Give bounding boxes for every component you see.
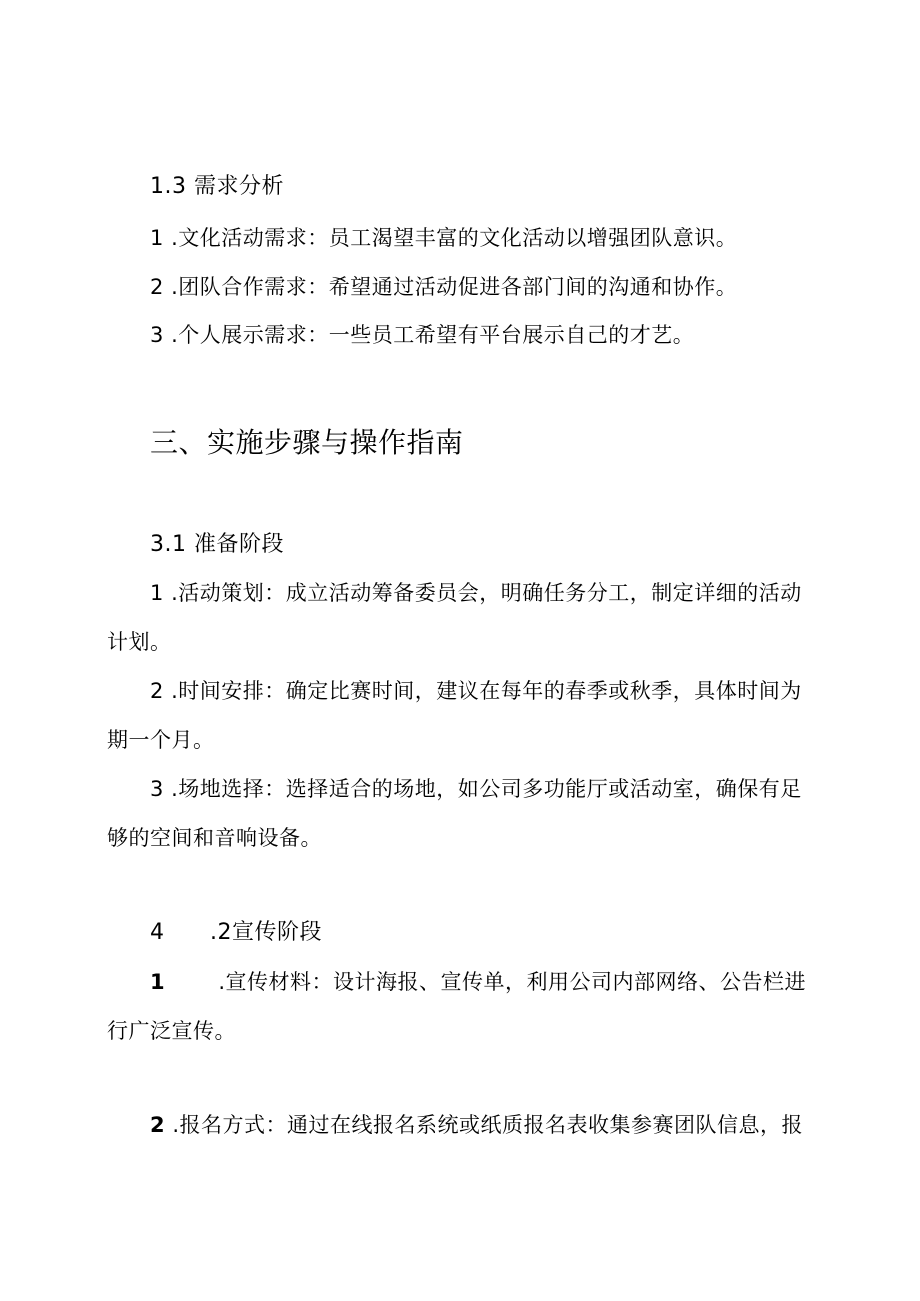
list-item-number: 1 — [150, 581, 164, 605]
list-item — [150, 320, 694, 350]
paragraph-line — [150, 967, 806, 997]
list-item-number: 1 — [150, 226, 164, 250]
section-heading-3-1: 3.1 准备阶段 — [150, 532, 284, 557]
list-item-text: .时间安排：确定比赛时间，建议在每年的春季或秋季，具体时间为 — [171, 679, 802, 703]
list-item-text: .文化活动需求：员工渴望丰富的文化活动以增强团队意识。 — [171, 226, 738, 250]
paragraph-line — [150, 676, 802, 706]
list-item-text: .活动策划：成立活动筹备委员会，明确任务分工，制定详细的活动 — [171, 581, 802, 605]
list-item-number: 3 — [150, 323, 164, 347]
list-item — [150, 272, 737, 302]
section-heading-1-3: 1.3 需求分析 — [150, 174, 284, 199]
paragraph-continuation: 行广泛宣传。 — [107, 1019, 236, 1043]
list-item-number: 1 — [150, 970, 166, 994]
list-item-number: 2 — [150, 679, 164, 703]
paragraph-line — [150, 578, 802, 608]
chapter-heading: 三、实施步骤与操作指南 — [150, 426, 464, 459]
section-heading-4-2 — [150, 918, 322, 948]
list-item-text: .团队合作需求：希望通过活动促进各部门间的沟通和协作。 — [171, 275, 738, 299]
paragraph-continuation: 期一个月。 — [107, 728, 215, 752]
paragraph-line — [150, 1110, 803, 1140]
list-item-number: 2 — [150, 275, 164, 299]
list-item-number: 2 — [150, 1113, 166, 1137]
paragraph-continuation: 够的空间和音响设备。 — [107, 826, 322, 850]
paragraph-continuation: 计划。 — [107, 630, 172, 654]
heading-text: .2宣传阶段 — [210, 920, 322, 945]
list-item-text: .场地选择：选择适合的场地，如公司多功能厅或活动室，确保有足 — [171, 777, 802, 801]
list-item-text: .报名方式：通过在线报名系统或纸质报名表收集参赛团队信息，报 — [172, 1113, 803, 1137]
list-item-text: .宣传材料：设计海报、宣传单，利用公司内部网络、公告栏进 — [218, 970, 806, 994]
list-item — [150, 223, 737, 253]
paragraph-line — [150, 774, 802, 804]
list-item-text: .个人展示需求：一些员工希望有平台展示自己的才艺。 — [171, 323, 695, 347]
list-item-number: 3 — [150, 777, 164, 801]
heading-number: 4 — [150, 920, 165, 945]
